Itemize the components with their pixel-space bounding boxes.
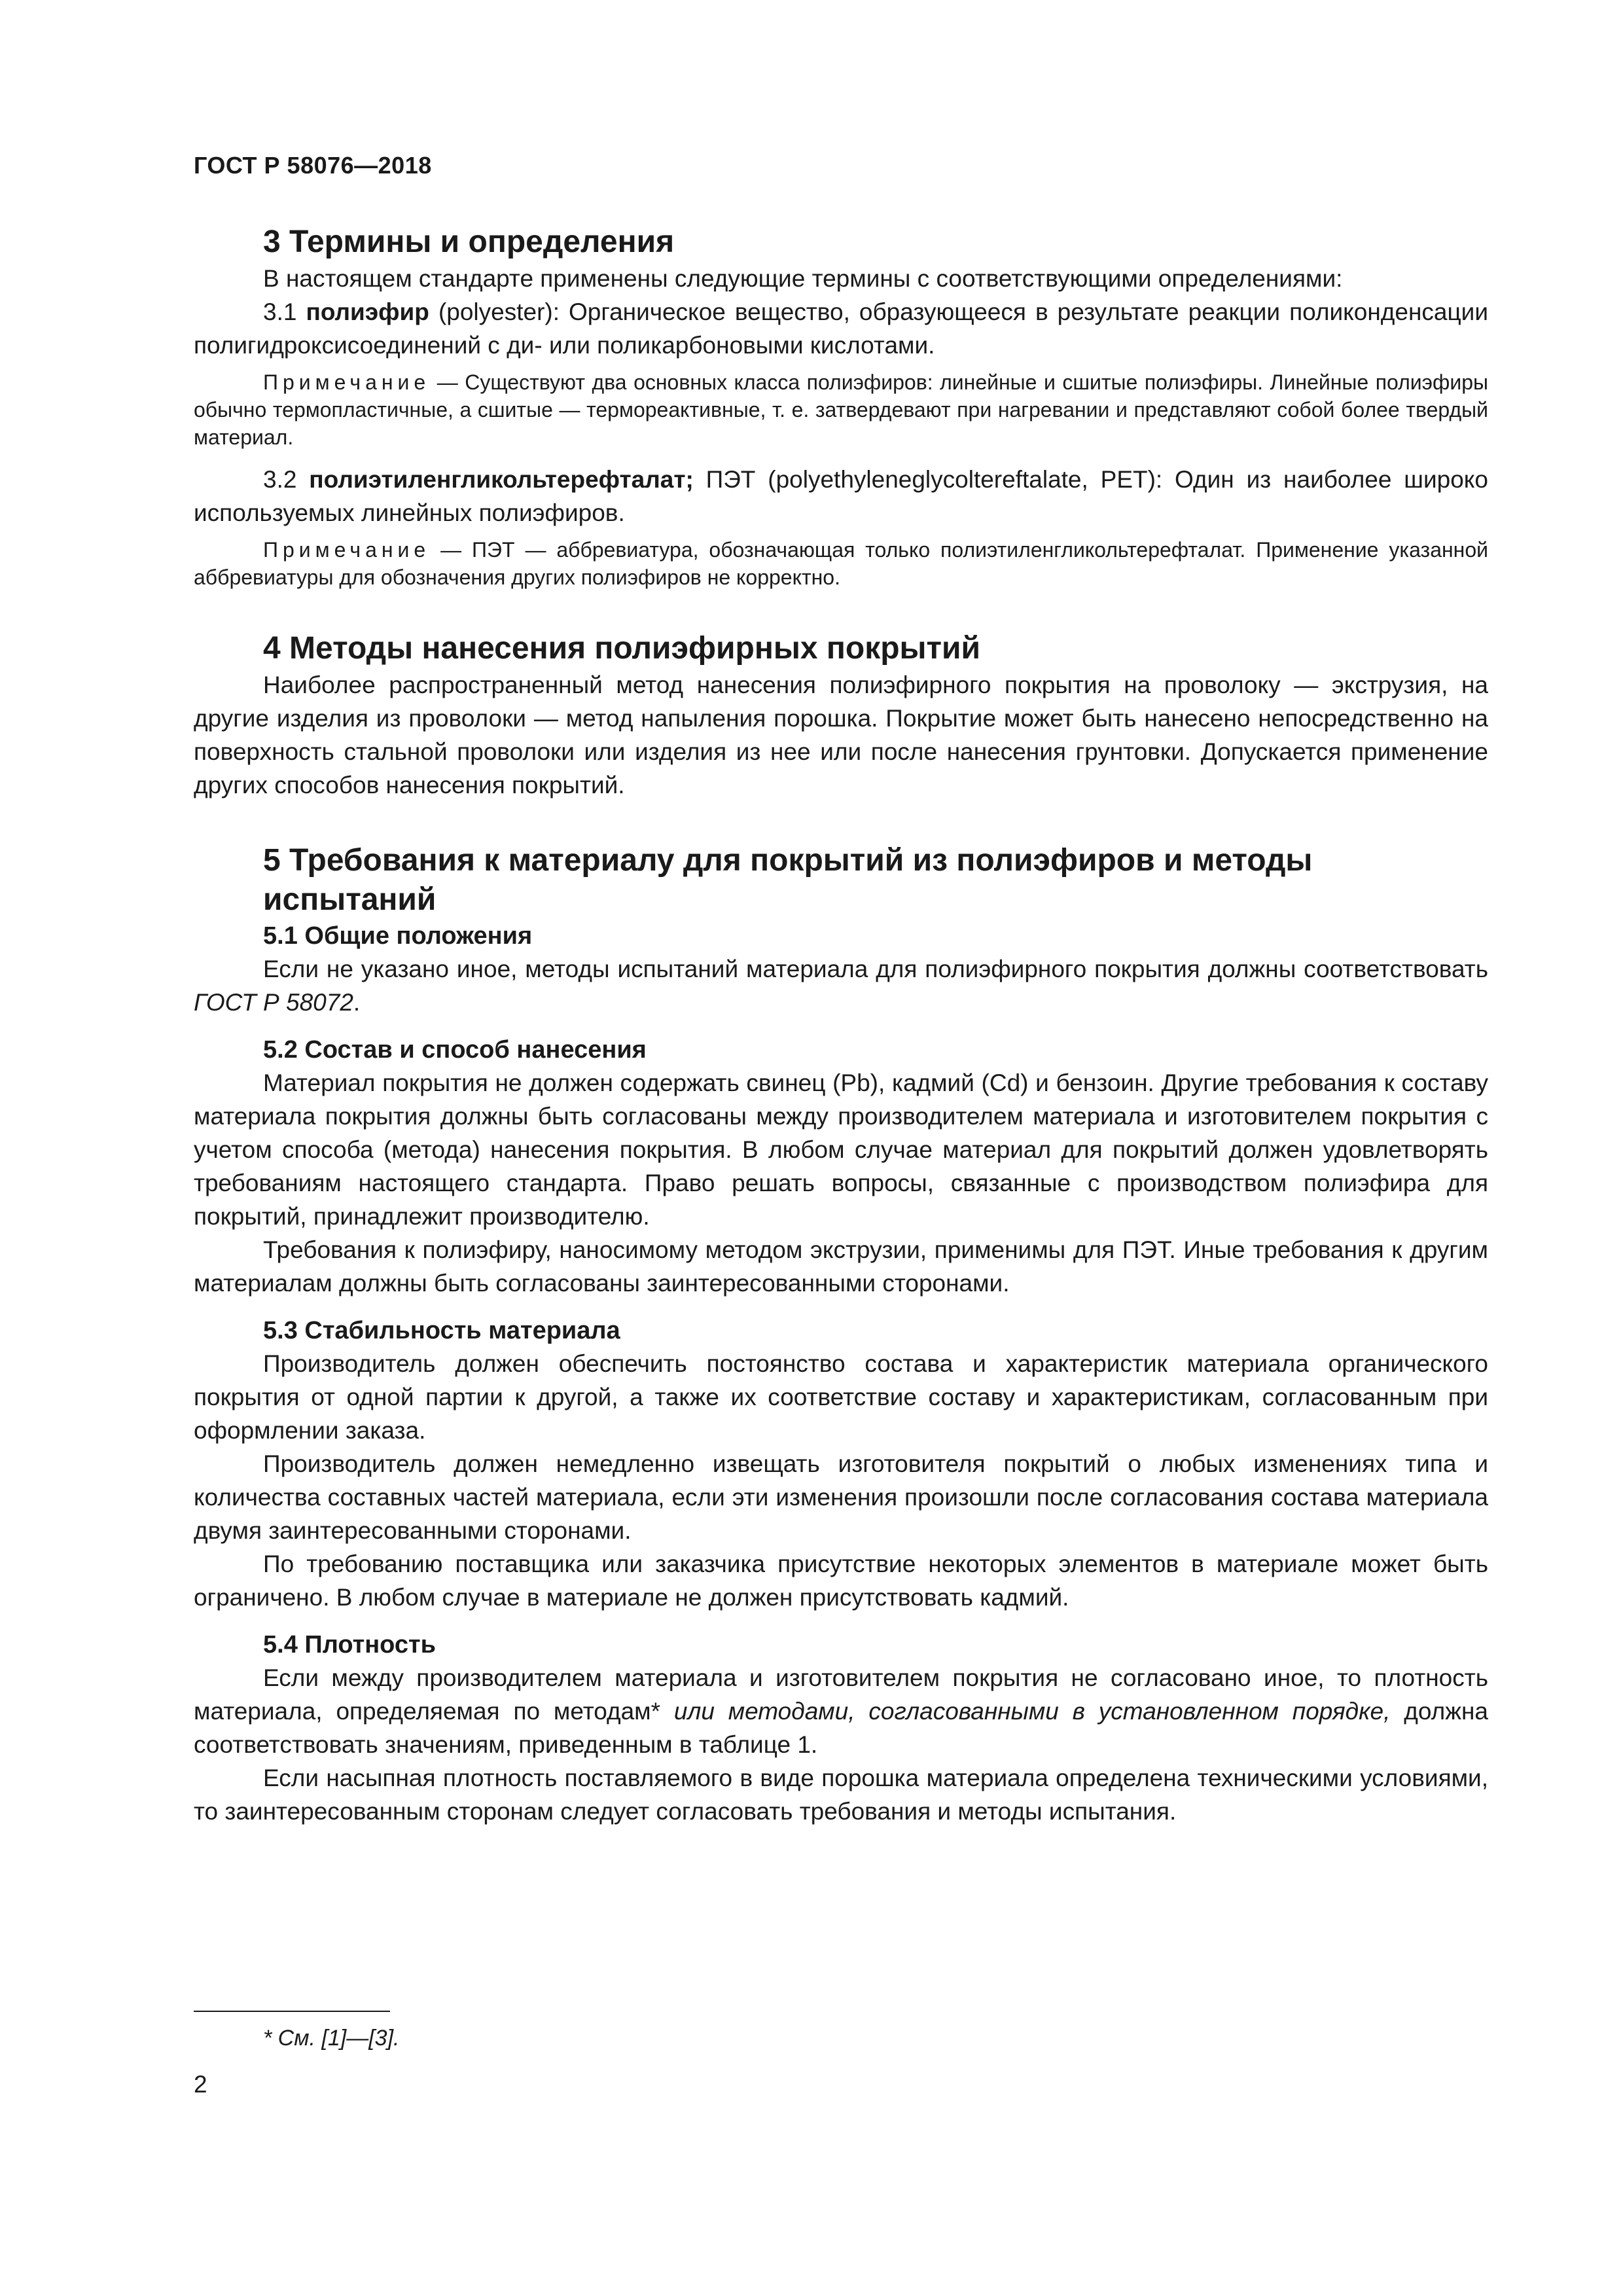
term-3-2-definition: ПЭТ (polyethyleneglycoltereftalate, PET): Один из наиболее широко используемых линейных полиэфиров.	[194, 466, 1488, 526]
section-5-4-heading: 5.4 Плотность	[263, 1631, 436, 1659]
section-5-2-heading: 5.2 Состав и способ нанесения	[263, 1036, 647, 1064]
note-3-1-label: Примечание	[263, 370, 431, 394]
section-5-3-paragraph-3: По требованию поставщика или заказчика присутствие некоторых элементов в материале может быть ограничено. В любом случае в материале не должен присутствовать кадмий.	[194, 1551, 1488, 1611]
section-5-1-heading: 5.1 Общие положения	[263, 922, 533, 950]
footnote-divider	[194, 2011, 390, 2012]
section-4-paragraph: Наиболее распространенный метод нанесения полиэфирного покрытия на проволоку — экструзия, на другие изделия из проволоки — метод напыления порошка. Покрытие может быть нанесено непосредственно на поверхность стальной проволоки или изделия из нее или после нанесения грунтовки. Допускается применение других способов нанесения покрытий.	[194, 672, 1488, 798]
page-content	[194, 223, 1488, 1828]
standard-reference: ГОСТ Р 58072	[194, 989, 353, 1016]
section-5-1-paragraph: Если не указано иное, методы испытаний материала для полиэфирного покрытия должны соответствовать ГОСТ Р 58072.	[194, 956, 1488, 1016]
note-3-2-text: — ПЭТ — аббревиатура, обозначающая только полиэтиленгликольтерефталат. Применение указанной аббревиатуры для обозначения других полиэфиров не корректно.	[194, 538, 1488, 589]
section-5-2-paragraph-2: Требования к полиэфиру, наносимому методом экструзии, применимы для ПЭТ. Иные требования к другим материалам должны быть согласованы заинтересованными сторонами.	[194, 1236, 1488, 1297]
section-5-heading: 5 Требования к материалу для покрытий из полиэфиров и методы испытаний	[263, 843, 1313, 917]
term-3-1-number: 3.1	[263, 298, 306, 325]
term-3-2-term: полиэтиленгликольтерефталат;	[309, 466, 694, 493]
term-3-1-definition: (polyester): Органическое вещество, образующееся в результате реакции поликонденсации полигидроксисоединений с ди- или поликарбоновыми кислотами.	[194, 298, 1488, 359]
note-3-1-text: — Существуют два основных класса полиэфиров: линейные и сшитые полиэфиры. Линейные полиэфиры обычно термопластичные, а сшитые — термореактивные, т. е. затвердевают при нагревании и представляют собой более твердый материал.	[194, 370, 1488, 449]
term-3-2-number: 3.2	[263, 466, 310, 493]
note-3-2	[194, 536, 1488, 591]
section-5-3-heading: 5.3 Стабильность материала	[263, 1317, 620, 1344]
term-3-1-term: полиэфир	[306, 298, 429, 325]
section-4-heading: 4 Методы нанесения полиэфирных покрытий	[263, 631, 981, 666]
section-5-3-paragraph-2: Производитель должен немедленно извещать изготовителя покрытий о любых изменениях типа и количества составных частей материала, если эти изменения произошли после согласования состава материала двумя заинтересованными сторонами.	[194, 1450, 1488, 1544]
page-number: 2	[194, 2071, 207, 2098]
section-3-heading: 3 Термины и определения	[263, 224, 675, 259]
note-3-2-label: Примечание	[263, 538, 431, 562]
section-5-4-paragraph-1: Если между производителем материала и изготовителем покрытия не согласовано иное, то плотность материала, определяемая по методам* или методами, согласованными в установленном порядке, должна соответствовать значениям, приведенным в таблице 1.	[194, 1664, 1488, 1758]
section-5-2-paragraph-1: Материал покрытия не должен содержать свинец (Pb), кадмий (Cd) и бензоин. Другие требования к составу материала покрытия должны быть согласованы между производителем материала и изготовителем покрытия с учетом способа (метода) нанесения покрытия. В любом случае материал для покрытий должен удовлетворять требованиям настоящего стандарта. Право решать вопросы, связанные с производством полиэфира для покрытий, принадлежит производителю.	[194, 1069, 1488, 1230]
term-3-2	[194, 463, 1488, 529]
term-3-1	[194, 295, 1488, 362]
note-3-1	[194, 368, 1488, 451]
section-5-3-paragraph-1: Производитель должен обеспечить постоянство состава и характеристик материала органического покрытия от одной партии к другой, а также их соответствие составу и характеристикам, согласованным при оформлении заказа.	[194, 1350, 1488, 1444]
footnote: * См. [1]—[3].	[263, 2026, 400, 2051]
section-5-4-paragraph-2: Если насыпная плотность поставляемого в виде порошка материала определена техническими условиями, то заинтересованным сторонам следует согласовать требования и методы испытания.	[194, 1765, 1488, 1825]
section-3-intro: В настоящем стандарте применены следующие термины с соответствующими определениями:	[263, 265, 1343, 292]
document-header: ГОСТ Р 58076—2018	[194, 152, 432, 179]
